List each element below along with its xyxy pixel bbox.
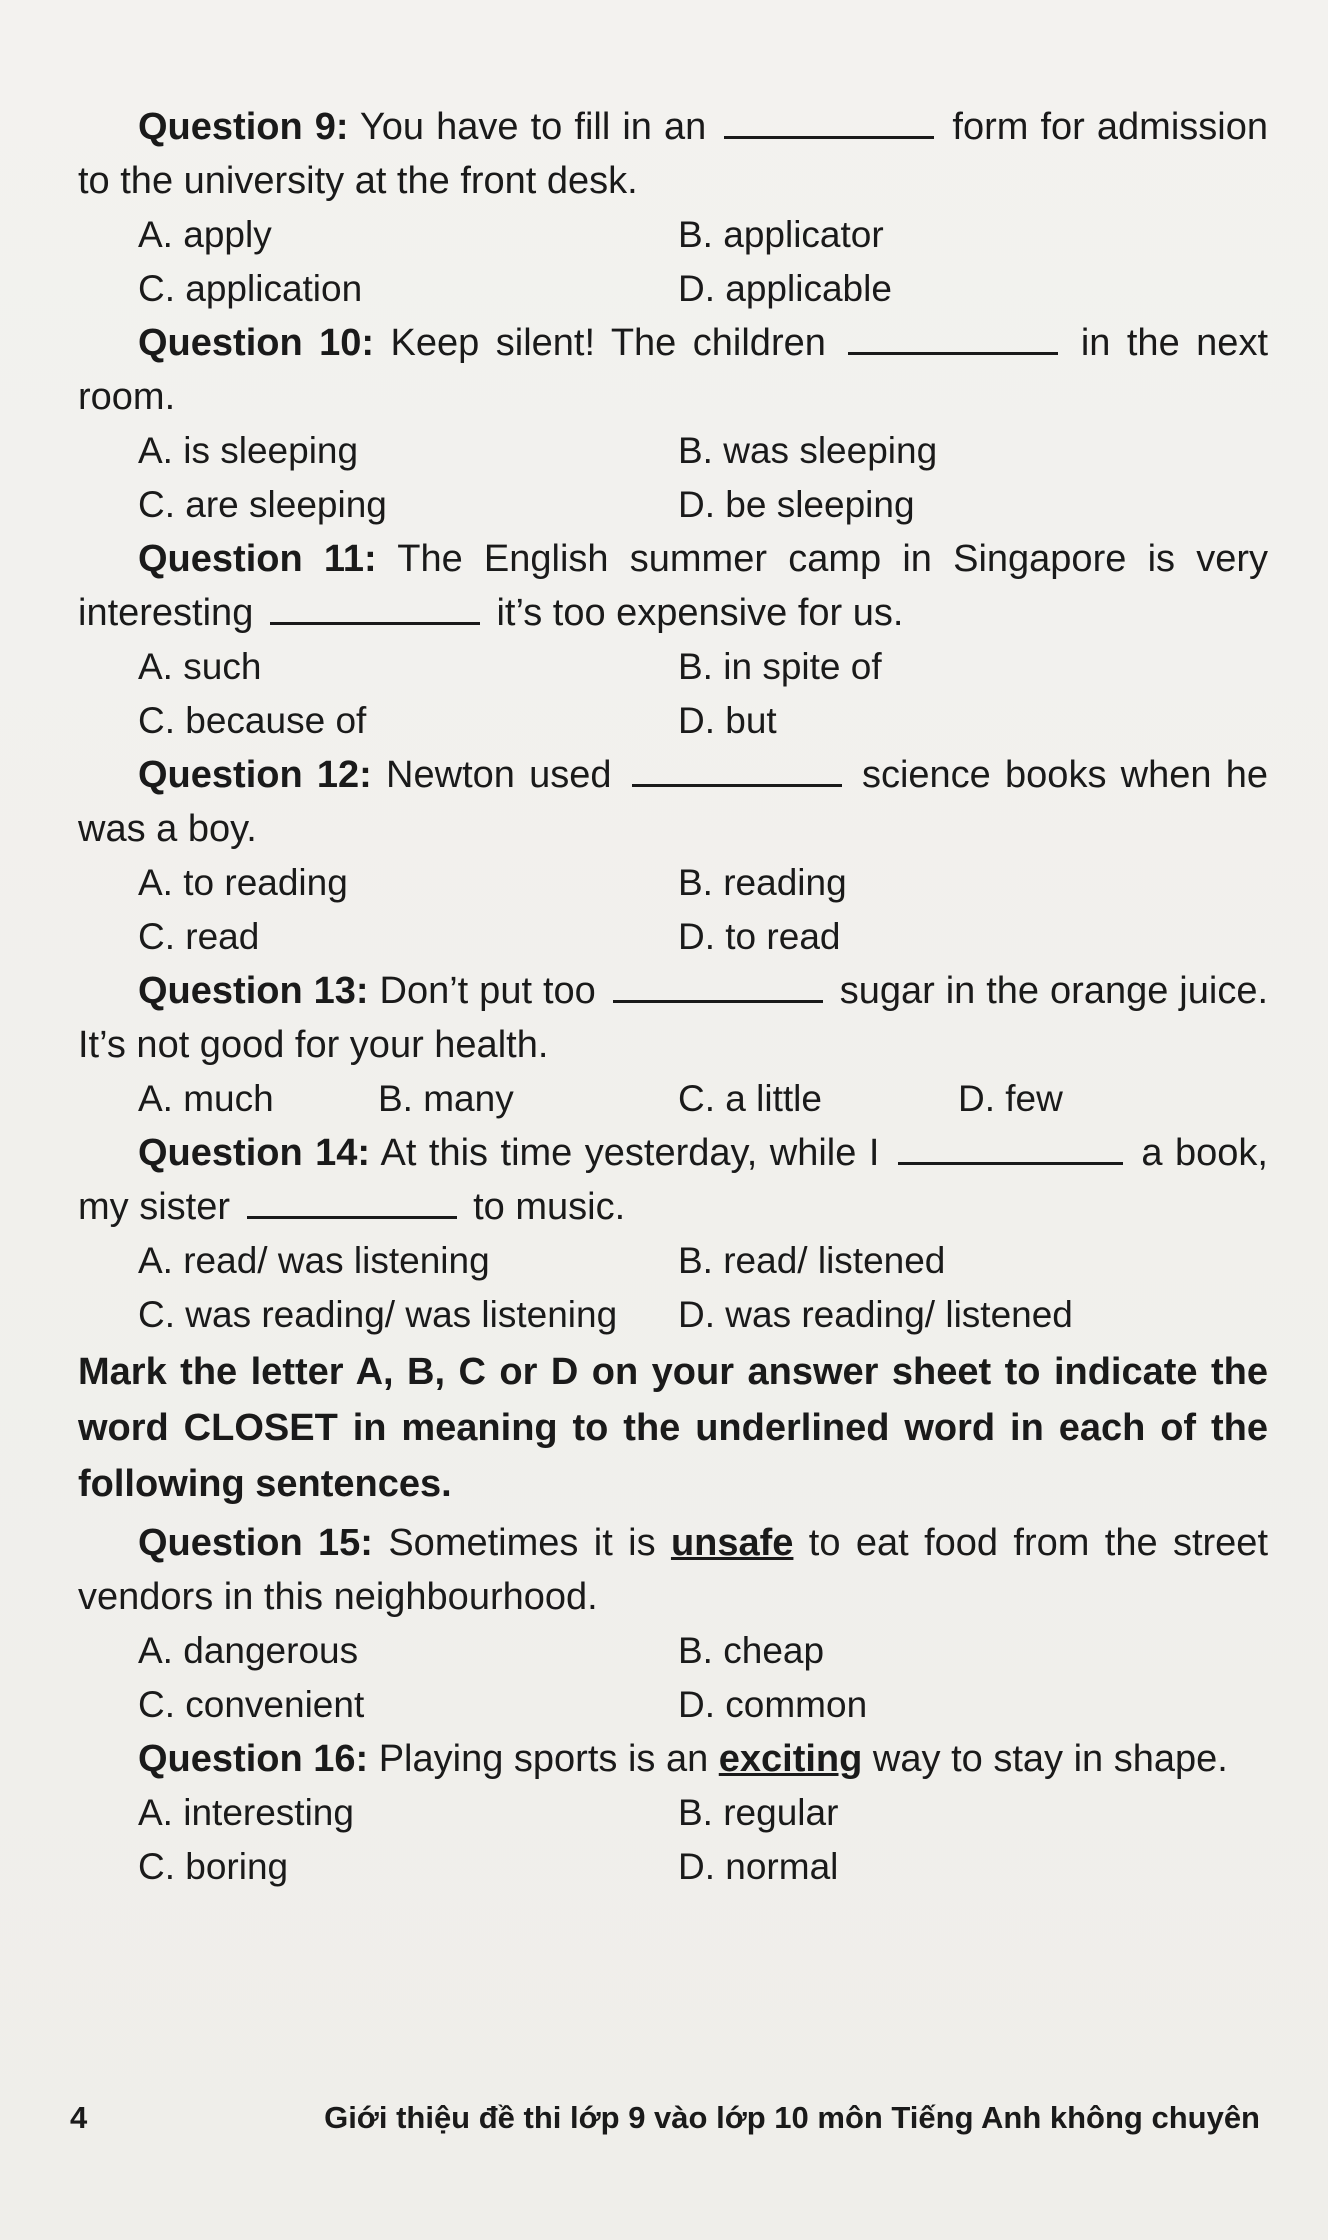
- option-a: A. dangerous: [138, 1630, 359, 1671]
- option-d: D. to read: [678, 916, 841, 957]
- option-b: B. many: [378, 1078, 514, 1119]
- option-b: B. applicator: [678, 214, 884, 255]
- question-12: [78, 748, 1268, 964]
- option-b: B. in spite of: [678, 646, 882, 687]
- stem-text: At this time yesterday, while I: [370, 1132, 892, 1174]
- option-b: B. read/ listened: [678, 1240, 946, 1281]
- stem-text: sugar in the orange juice. It’s not good for your health.: [78, 970, 1269, 1066]
- question-number: Question 13:: [138, 970, 369, 1012]
- stem-text: way to stay in shape.: [862, 1738, 1228, 1780]
- question-stem: [78, 316, 1268, 424]
- option-b: B. was sleeping: [678, 430, 938, 471]
- option-a: A. apply: [138, 214, 272, 255]
- question-10: [78, 316, 1268, 532]
- question-stem: [78, 100, 1268, 208]
- question-stem: [78, 964, 1268, 1072]
- question-14: [78, 1126, 1268, 1342]
- option-a: A. interesting: [138, 1792, 354, 1833]
- options: [78, 1072, 1268, 1126]
- section-instruction: Mark the letter A, B, C or D on your answer sheet to indicate the word CLOSET in meaning to the underlined word in each of the following sentences.: [78, 1351, 1268, 1505]
- answer-blank: [724, 106, 934, 139]
- question-number: Question 11:: [138, 538, 377, 580]
- option-d: D. be sleeping: [678, 484, 915, 525]
- answer-blank: [270, 592, 480, 625]
- option-a: A. read/ was listening: [138, 1240, 490, 1281]
- question-16: [78, 1732, 1268, 1894]
- options: [78, 1786, 1268, 1894]
- answer-blank: [247, 1186, 457, 1219]
- question-number: Question 14:: [138, 1132, 371, 1174]
- option-c: C. read: [138, 916, 260, 957]
- stem-text: Keep silent! The children: [374, 322, 843, 364]
- answer-blank: [613, 970, 823, 1003]
- answer-blank: [898, 1132, 1123, 1165]
- question-number: Question 12:: [138, 754, 372, 796]
- option-b: B. reading: [678, 862, 847, 903]
- stem-text: it’s too expensive for us.: [485, 592, 904, 634]
- question-stem: [78, 1732, 1268, 1786]
- question-number: Question 10:: [138, 322, 375, 364]
- option-c: C. application: [138, 268, 363, 309]
- content: [78, 100, 1268, 1894]
- option-b: B. cheap: [678, 1630, 825, 1671]
- option-a: A. to reading: [138, 862, 348, 903]
- options: [78, 1624, 1268, 1732]
- answer-blank: [848, 322, 1058, 355]
- stem-text: science books when he was a boy.: [78, 754, 1269, 850]
- question-13: [78, 964, 1268, 1126]
- option-c: C. boring: [138, 1846, 289, 1887]
- page-number: 4: [70, 2100, 88, 2135]
- stem-text: to music.: [462, 1186, 626, 1228]
- option-c: C. are sleeping: [138, 484, 387, 525]
- options: [78, 856, 1268, 964]
- stem-text: The English summer camp in Singapore is very interesting: [78, 538, 1269, 634]
- option-c: C. was reading/ was listening: [138, 1294, 618, 1335]
- option-d: D. few: [958, 1078, 1063, 1119]
- stem-text: to eat food from the street vendors in this neighbourhood.: [78, 1522, 1268, 1618]
- option-a: A. much: [138, 1078, 274, 1119]
- page-footer: [70, 2100, 1260, 2136]
- stem-text: form for admission to the university at the front desk.: [78, 106, 1268, 202]
- question-stem: [78, 1516, 1268, 1624]
- question-15: [78, 1516, 1268, 1732]
- question-stem: [78, 1126, 1268, 1234]
- stem-text: Sometimes it is: [372, 1522, 671, 1564]
- stem-text: Newton used: [371, 754, 626, 796]
- options: [78, 424, 1268, 532]
- option-d: D. applicable: [678, 268, 892, 309]
- answer-blank: [632, 754, 842, 787]
- stem-text: a book, my sister: [78, 1132, 1268, 1228]
- option-d: D. was reading/ listened: [678, 1294, 1073, 1335]
- option-d: D. common: [678, 1684, 868, 1725]
- option-b: B. regular: [678, 1792, 839, 1833]
- book-title: Giới thiệu đề thi lớp 9 vào lớp 10 môn Tiếng Anh không chuyên: [324, 2100, 1260, 2135]
- options: [78, 208, 1268, 316]
- option-a: A. is sleeping: [138, 430, 359, 471]
- options: [78, 640, 1268, 748]
- question-number: Question 16:: [138, 1738, 369, 1780]
- underlined-word: unsafe: [670, 1522, 794, 1564]
- underlined-word: exciting: [718, 1738, 863, 1780]
- option-d: D. normal: [678, 1846, 839, 1887]
- question-number: Question 9:: [138, 106, 349, 148]
- stem-text: You have to fill in an: [348, 106, 719, 148]
- options: [78, 1234, 1268, 1342]
- question-stem: [78, 748, 1268, 856]
- option-c: C. a little: [678, 1078, 822, 1119]
- option-c: C. because of: [138, 700, 367, 741]
- question-number: Question 15:: [138, 1522, 373, 1564]
- option-a: A. such: [138, 646, 262, 687]
- question-11: [78, 532, 1268, 748]
- stem-text: Don’t put too: [368, 970, 607, 1012]
- question-stem: [78, 532, 1268, 640]
- stem-text: in the next room.: [78, 322, 1268, 418]
- question-9: [78, 100, 1268, 316]
- option-c: C. convenient: [138, 1684, 365, 1725]
- stem-text: Playing sports is an: [368, 1738, 719, 1780]
- option-d: D. but: [678, 700, 777, 741]
